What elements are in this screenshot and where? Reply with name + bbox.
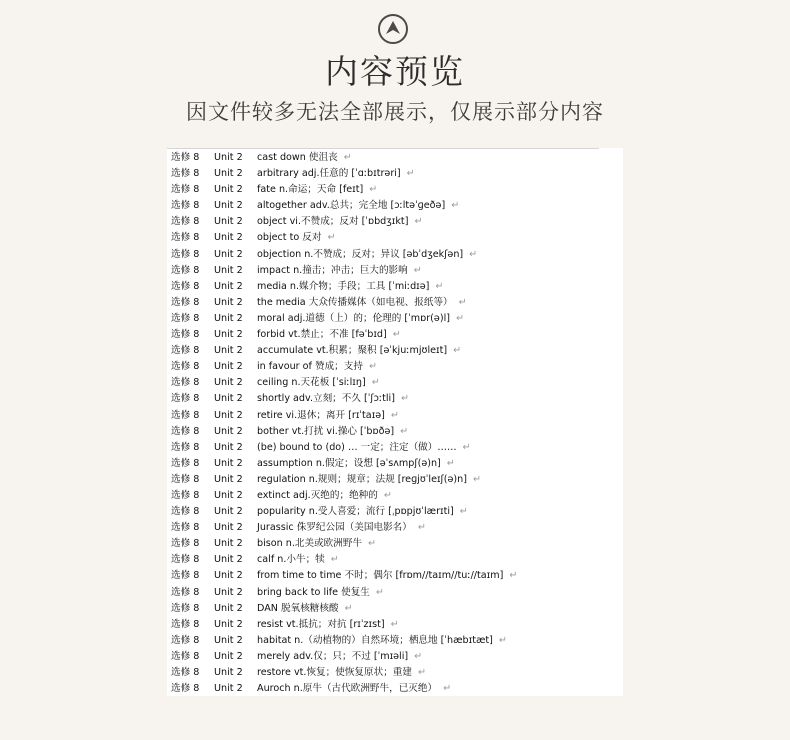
page-title: 内容预览 xyxy=(325,52,465,91)
entry-text xyxy=(257,681,451,696)
book-label: 选修 8 xyxy=(171,506,200,518)
entry-text xyxy=(257,311,464,327)
entry-text-value: assumption n.假定；设想 [əˈsʌmpʃ(ə)n] xyxy=(257,457,441,469)
unit-label: Unit 2 xyxy=(214,377,243,389)
list-item xyxy=(167,279,623,295)
entry-text xyxy=(257,665,426,681)
book-label: 选修 8 xyxy=(171,312,200,324)
entry-text-value: regulation n.规则；规章；法规 [reɡjʊˈleɪʃ(ə)n] xyxy=(257,473,467,485)
paragraph-mark-icon: ↵ xyxy=(368,361,377,373)
list-item xyxy=(167,230,623,246)
entry-text-value: arbitrary adj.任意的 [ˈɑːbɪtrəri] xyxy=(257,168,401,180)
list-item xyxy=(167,681,623,696)
book-label: 选修 8 xyxy=(171,200,200,212)
paragraph-mark-icon: ↵ xyxy=(417,667,427,678)
entry-text-value: object to 反对 xyxy=(257,232,322,244)
paragraph-mark-icon: ↵ xyxy=(417,522,426,534)
entry-text xyxy=(257,617,399,633)
entry-text xyxy=(257,568,517,584)
entry-text xyxy=(257,375,380,391)
paragraph-mark-icon: ↵ xyxy=(414,216,423,228)
entry-text-value: habitat n.（动植物的）自然环境；栖息地 [ˈhæbɪtæt] xyxy=(257,634,493,646)
list-item xyxy=(167,520,623,536)
unit-label: Unit 2 xyxy=(214,586,243,598)
book-label: 选修 8 xyxy=(171,489,200,501)
entry-text xyxy=(257,182,377,198)
unit-label: Unit 2 xyxy=(214,602,243,614)
entry-text xyxy=(257,552,339,568)
paragraph-mark-icon: ↵ xyxy=(459,506,468,518)
entry-text xyxy=(257,472,481,488)
book-label: 选修 8 xyxy=(171,425,200,437)
book-label: 选修 8 xyxy=(171,457,200,469)
list-item xyxy=(167,585,623,601)
list-item xyxy=(167,311,623,327)
list-item xyxy=(167,601,623,617)
entry-text xyxy=(257,633,507,649)
unit-label: Unit 2 xyxy=(214,361,243,373)
unit-label: Unit 2 xyxy=(214,248,243,260)
entry-text xyxy=(257,601,353,617)
list-item xyxy=(167,408,623,424)
paragraph-mark-icon: ↵ xyxy=(472,473,482,485)
divider xyxy=(167,148,599,149)
entry-text xyxy=(257,391,409,407)
entry-text xyxy=(257,649,422,665)
vocabulary-list xyxy=(167,150,623,696)
unit-label: Unit 2 xyxy=(214,522,243,534)
paragraph-mark-icon: ↵ xyxy=(469,248,478,260)
entry-text-value: bother vt.打扰 vi.操心 [ˈbɒðə] xyxy=(257,425,395,437)
unit-label: Unit 2 xyxy=(214,441,243,453)
book-label: 选修 8 xyxy=(171,152,200,163)
paragraph-mark-icon: ↵ xyxy=(343,152,352,163)
unit-label: Unit 2 xyxy=(214,650,243,662)
unit-label: Unit 2 xyxy=(214,489,243,501)
entry-text xyxy=(257,214,422,230)
paragraph-mark-icon: ↵ xyxy=(330,554,339,566)
list-item xyxy=(167,166,623,182)
unit-label: Unit 2 xyxy=(214,329,243,341)
book-label: 选修 8 xyxy=(171,473,200,485)
paragraph-mark-icon: ↵ xyxy=(368,538,377,550)
list-item xyxy=(167,665,623,681)
unit-label: Unit 2 xyxy=(214,473,243,485)
book-label: 选修 8 xyxy=(171,393,200,405)
list-item xyxy=(167,488,623,504)
entry-text-value: DAN 脱氧核糖核酸 xyxy=(257,602,339,614)
book-label: 选修 8 xyxy=(171,248,200,260)
unit-label: Unit 2 xyxy=(214,683,243,695)
entry-text-value: ceiling n.天花板 [ˈsiːlɪŋ] xyxy=(257,377,366,389)
entry-text-value: forbid vt.禁止；不准 [fəˈbɪd] xyxy=(257,329,387,341)
entry-text-value: altogether adv.总共；完全地 [ɔːltəˈɡeðə] xyxy=(257,200,446,212)
unit-label: Unit 2 xyxy=(214,393,243,405)
entry-text xyxy=(257,440,471,456)
paragraph-mark-icon: ↵ xyxy=(327,232,336,244)
unit-label: Unit 2 xyxy=(214,345,243,357)
paragraph-mark-icon: ↵ xyxy=(509,570,518,582)
entry-text xyxy=(257,424,408,440)
paragraph-mark-icon: ↵ xyxy=(369,184,378,196)
paragraph-mark-icon: ↵ xyxy=(383,489,392,501)
entry-text-value: moral adj.道德（上）的；伦理的 [ˈmɒr(ə)l] xyxy=(257,312,450,324)
book-label: 选修 8 xyxy=(171,216,200,228)
list-item xyxy=(167,182,623,198)
entry-text xyxy=(257,247,477,263)
list-item xyxy=(167,504,623,520)
book-label: 选修 8 xyxy=(171,377,200,389)
entry-text xyxy=(257,230,336,246)
entry-text-value: media n.媒介物；手段；工具 [ˈmiːdɪə] xyxy=(257,280,430,292)
paragraph-mark-icon: ↵ xyxy=(414,650,423,662)
page-subtitle: 因文件较多无法全部展示，仅展示部分内容 xyxy=(186,100,604,124)
entry-text-value: cast down 使沮丧 xyxy=(257,152,338,163)
unit-label: Unit 2 xyxy=(214,296,243,308)
book-label: 选修 8 xyxy=(171,602,200,614)
list-item xyxy=(167,295,623,311)
entry-text-value: in favour of 赞成；支持 xyxy=(257,361,363,373)
unit-label: Unit 2 xyxy=(214,457,243,469)
list-item xyxy=(167,359,623,375)
book-label: 选修 8 xyxy=(171,634,200,646)
paragraph-mark-icon: ↵ xyxy=(451,200,460,212)
paragraph-mark-icon: ↵ xyxy=(371,377,380,389)
entry-text-value: accumulate vt.积累；聚积 [əˈkjuːmjʊleɪt] xyxy=(257,345,448,357)
paragraph-mark-icon: ↵ xyxy=(390,409,399,421)
unit-label: Unit 2 xyxy=(214,152,243,163)
entry-text xyxy=(257,488,392,504)
book-label: 选修 8 xyxy=(171,441,200,453)
entry-text-value: shortly adv.立刻；不久 [ˈʃɔːtli] xyxy=(257,393,395,405)
entry-text xyxy=(257,520,426,536)
paragraph-mark-icon: ↵ xyxy=(400,425,409,437)
list-item xyxy=(167,247,623,263)
entry-text-value: resist vt.抵抗；对抗 [rɪˈzɪst] xyxy=(257,618,385,630)
list-item xyxy=(167,214,623,230)
paragraph-mark-icon: ↵ xyxy=(455,312,465,324)
paragraph-mark-icon: ↵ xyxy=(400,393,410,405)
entry-text-value: Jurassic 侏罗纪公园（美国电影名） xyxy=(257,522,412,534)
document-preview xyxy=(167,148,623,696)
up-arrow-logo-icon xyxy=(378,14,408,44)
list-item xyxy=(167,263,623,279)
unit-label: Unit 2 xyxy=(214,554,243,566)
book-label: 选修 8 xyxy=(171,264,200,276)
paragraph-mark-icon: ↵ xyxy=(406,168,415,180)
entry-text xyxy=(257,279,443,295)
list-item xyxy=(167,343,623,359)
paragraph-mark-icon: ↵ xyxy=(462,441,471,453)
entry-text-value: popularity n.受人喜爱；流行 [ˌpɒpjʊˈlærɪti] xyxy=(257,506,454,518)
paragraph-mark-icon: ↵ xyxy=(413,264,422,276)
paragraph-mark-icon: ↵ xyxy=(344,602,353,614)
unit-label: Unit 2 xyxy=(214,634,243,646)
unit-label: Unit 2 xyxy=(214,506,243,518)
book-label: 选修 8 xyxy=(171,522,200,534)
book-label: 选修 8 xyxy=(171,329,200,341)
list-item xyxy=(167,391,623,407)
book-label: 选修 8 xyxy=(171,618,200,630)
book-label: 选修 8 xyxy=(171,345,200,357)
unit-label: Unit 2 xyxy=(214,409,243,421)
entry-text-value: object vi.不赞成；反对 [ˈɒbdʒɪkt] xyxy=(257,216,409,228)
book-label: 选修 8 xyxy=(171,570,200,582)
paragraph-mark-icon: ↵ xyxy=(435,280,444,292)
list-item xyxy=(167,440,623,456)
entry-text-value: extinct adj.灭绝的；绝种的 xyxy=(257,489,378,501)
list-item xyxy=(167,649,623,665)
entry-text xyxy=(257,536,376,552)
book-label: 选修 8 xyxy=(171,538,200,550)
unit-label: Unit 2 xyxy=(214,184,243,196)
list-item xyxy=(167,456,623,472)
book-label: 选修 8 xyxy=(171,683,200,695)
paragraph-mark-icon: ↵ xyxy=(458,296,467,308)
entry-text-value: Auroch n.原牛（古代欧洲野牛，已灭绝） xyxy=(257,683,438,695)
list-item xyxy=(167,536,623,552)
entry-text xyxy=(257,343,461,359)
page-header xyxy=(0,0,790,148)
unit-label: Unit 2 xyxy=(214,168,243,180)
unit-label: Unit 2 xyxy=(214,232,243,244)
paragraph-mark-icon: ↵ xyxy=(453,345,462,357)
entry-text xyxy=(257,504,468,520)
list-item xyxy=(167,424,623,440)
unit-label: Unit 2 xyxy=(214,618,243,630)
book-label: 选修 8 xyxy=(171,184,200,196)
unit-label: Unit 2 xyxy=(214,667,243,678)
entry-text-value: retire vi.退休；离开 [rɪˈtaɪə] xyxy=(257,409,385,421)
entry-text-value: merely adv.仅；只；不过 [ˈmɪəli] xyxy=(257,650,409,662)
list-item xyxy=(167,198,623,214)
book-label: 选修 8 xyxy=(171,409,200,421)
entry-text-value: impact n.撞击；冲击；巨大的影响 xyxy=(257,264,408,276)
entry-text xyxy=(257,198,459,214)
entry-text-value: objection n.不赞成；反对；异议 [əbˈdʒekʃən] xyxy=(257,248,464,260)
entry-text-value: from time to time 不时；偶尔 [frɒm//taɪm//tuː//taɪm] xyxy=(257,570,504,582)
unit-label: Unit 2 xyxy=(214,570,243,582)
entry-text xyxy=(257,359,377,375)
paragraph-mark-icon: ↵ xyxy=(446,457,455,469)
paragraph-mark-icon: ↵ xyxy=(498,634,507,646)
paragraph-mark-icon: ↵ xyxy=(375,586,384,598)
unit-label: Unit 2 xyxy=(214,216,243,228)
book-label: 选修 8 xyxy=(171,280,200,292)
book-label: 选修 8 xyxy=(171,168,200,180)
entry-text-value: calf n.小牛；犊 xyxy=(257,554,325,566)
entry-text-value: the media 大众传播媒体（如电视、报纸等） xyxy=(257,296,453,308)
entry-text xyxy=(257,585,384,601)
entry-text xyxy=(257,408,399,424)
unit-label: Unit 2 xyxy=(214,280,243,292)
book-label: 选修 8 xyxy=(171,554,200,566)
book-label: 选修 8 xyxy=(171,650,200,662)
book-label: 选修 8 xyxy=(171,296,200,308)
entry-text xyxy=(257,150,352,166)
unit-label: Unit 2 xyxy=(214,264,243,276)
entry-text-value: bring back to life 使复生 xyxy=(257,586,370,598)
list-item xyxy=(167,150,623,166)
entry-text xyxy=(257,327,401,343)
entry-text xyxy=(257,166,415,182)
unit-label: Unit 2 xyxy=(214,425,243,437)
entry-text-value: bison n.北美或欧洲野牛 xyxy=(257,538,363,550)
book-label: 选修 8 xyxy=(171,586,200,598)
paragraph-mark-icon: ↵ xyxy=(392,329,401,341)
unit-label: Unit 2 xyxy=(214,538,243,550)
list-item xyxy=(167,552,623,568)
entry-text xyxy=(257,456,455,472)
unit-label: Unit 2 xyxy=(214,200,243,212)
paragraph-mark-icon: ↵ xyxy=(390,618,399,630)
unit-label: Unit 2 xyxy=(214,312,243,324)
list-item xyxy=(167,568,623,584)
paragraph-mark-icon: ↵ xyxy=(443,683,452,695)
list-item xyxy=(167,472,623,488)
book-label: 选修 8 xyxy=(171,667,200,678)
entry-text-value: restore vt.恢复；使恢复原状；重建 xyxy=(257,667,412,678)
entry-text-value: fate n.命运；天命 [feɪt] xyxy=(257,184,364,196)
list-item xyxy=(167,617,623,633)
list-item xyxy=(167,633,623,649)
book-label: 选修 8 xyxy=(171,232,200,244)
entry-text xyxy=(257,263,422,279)
list-item xyxy=(167,375,623,391)
list-item xyxy=(167,327,623,343)
book-label: 选修 8 xyxy=(171,361,200,373)
entry-text-value: (be) bound to (do) … 一定；注定（做）…… xyxy=(257,441,457,453)
entry-text xyxy=(257,295,467,311)
